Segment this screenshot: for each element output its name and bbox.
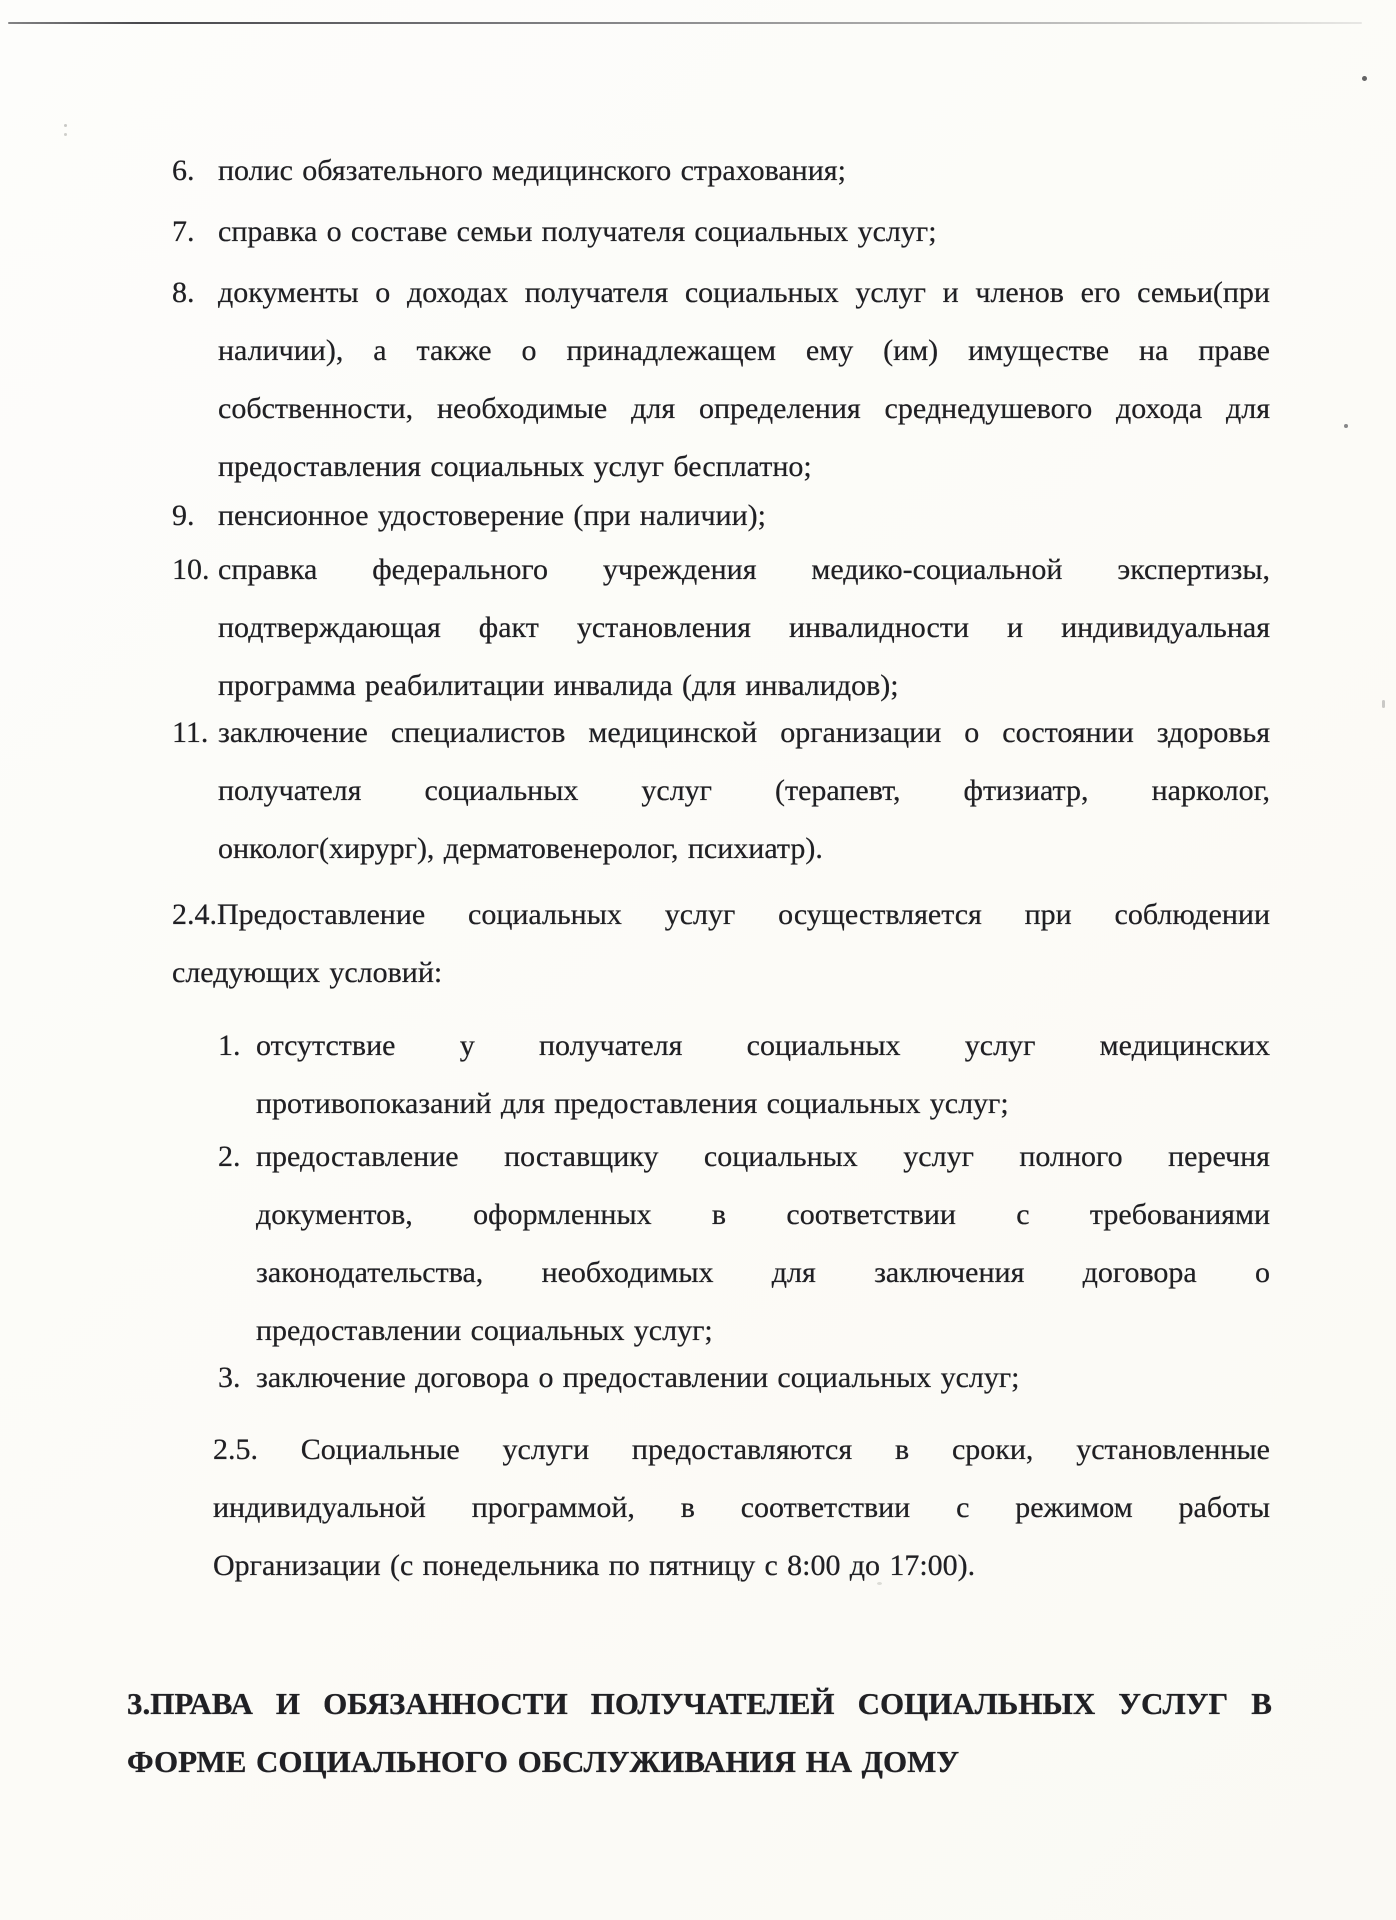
scan-speck-artifact (1382, 700, 1385, 708)
scan-speck-artifact (1344, 424, 1348, 428)
item-number: 6. (172, 154, 195, 187)
list-item (218, 1017, 1270, 1133)
text-line: онколог(хирург), дерматовенеролог, психиатр). (218, 832, 823, 865)
item-number: 1. (218, 1029, 241, 1062)
item-number: 8. (172, 276, 195, 309)
list-item (172, 203, 1270, 261)
text-line: предоставления социальных услуг бесплатно; (218, 450, 812, 483)
paragraph (213, 1421, 1270, 1595)
text-line: отсутствие у получателя социальных услуг медицинских (256, 1029, 1270, 1062)
text-line: следующих условий: (172, 956, 443, 989)
text-line: получателя социальных услуг (терапевт, фтизиатр, нарколог, (218, 774, 1270, 807)
scan-speck-artifact (1362, 76, 1367, 81)
paragraph (172, 886, 1270, 1002)
text-line: полис обязательного медицинского страхования; (218, 154, 846, 187)
item-number: 3. (218, 1361, 241, 1394)
text-line: Организации (с понедельника по пятницу с 8:00 до 17:00). (213, 1549, 976, 1582)
text-line: наличии), а также о принадлежащем ему (им) имуществе на праве (218, 334, 1270, 367)
text-line: индивидуальной программой, в соответствии с режимом работы (213, 1491, 1270, 1524)
text-line: законодательства, необходимых для заключения договора о (256, 1256, 1270, 1289)
list-item (172, 264, 1270, 496)
list-item (218, 1349, 1270, 1407)
text-line: противопоказаний для предоставления социальных услуг; (256, 1087, 1009, 1120)
item-number: 11. (172, 716, 209, 749)
text-line: подтверждающая факт установления инвалидности и индивидуальная (218, 611, 1270, 644)
text-line: документов, оформленных в соответствии с требованиями (256, 1198, 1270, 1231)
list-item (172, 142, 1270, 200)
list-item (172, 541, 1270, 715)
text-line: заключение специалистов медицинской организации о состоянии здоровья (218, 716, 1270, 749)
item-number: 2. (218, 1140, 241, 1173)
text-line: документы о доходах получателя социальных услуг и членов его семьи(при (218, 276, 1270, 309)
text-line: 2.4.Предоставление социальных услуг осуществляется при соблюдении (172, 898, 1270, 931)
text-line: ФОРМЕ СОЦИАЛЬНОГО ОБСЛУЖИВАНИЯ НА ДОМУ (127, 1744, 960, 1779)
text-line: предоставление поставщику социальных услуг полного перечня (256, 1140, 1270, 1173)
section-heading (127, 1675, 1272, 1791)
text-line: справка о составе семьи получателя социальных услуг; (218, 215, 937, 248)
text-line: справка федерального учреждения медико-социальной экспертизы, (218, 553, 1270, 586)
text-line: программа реабилитации инвалида (для инвалидов); (218, 669, 899, 702)
text-line: пенсионное удостоверение (при наличии); (218, 499, 766, 532)
text-line: предоставлении социальных услуг; (256, 1314, 713, 1347)
item-number: 9. (172, 499, 195, 532)
text-line: собственности, необходимые для определения среднедушевого дохода для (218, 392, 1270, 425)
text-line: заключение договора о предоставлении социальных услуг; (256, 1361, 1020, 1394)
text-line: 3.ПРАВА И ОБЯЗАННОСТИ ПОЛУЧАТЕЛЕЙ СОЦИАЛЬНЫХ УСЛУГ В (127, 1686, 1272, 1721)
scan-speck-artifact (64, 124, 67, 127)
list-item (218, 1128, 1270, 1360)
text-line: 2.5. Социальные услуги предоставляются в сроки, установленные (213, 1433, 1270, 1466)
list-item (172, 487, 1270, 545)
list-item (172, 704, 1270, 878)
item-number: 10. (172, 553, 210, 586)
item-number: 7. (172, 215, 195, 248)
scan-edge-line-artifact (8, 22, 1362, 24)
